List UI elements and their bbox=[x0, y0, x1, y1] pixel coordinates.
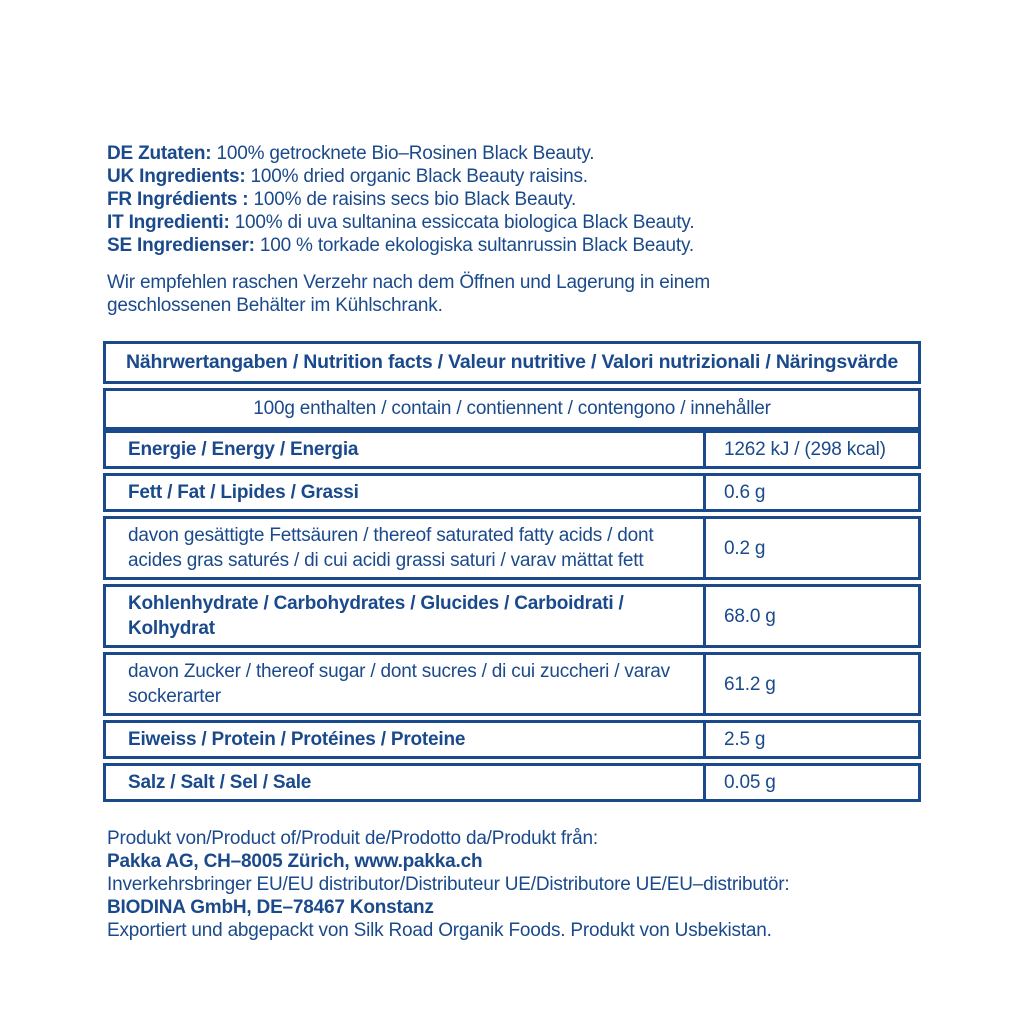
nutrition-row-label: Salz / Salt / Sel / Sale bbox=[128, 772, 312, 793]
footer-line: BIODINA GmbH, DE–78467 Konstanz bbox=[107, 897, 434, 918]
nutrition-row-value: 2.5 g bbox=[703, 723, 918, 756]
nutrition-row-value: 1262 kJ / (298 kcal) bbox=[703, 433, 918, 466]
nutrition-row bbox=[103, 652, 921, 716]
nutrition-row-label: Fett / Fat / Lipides / Grassi bbox=[128, 482, 359, 503]
nutrition-row-value: 61.2 g bbox=[703, 655, 918, 713]
ingredients-block bbox=[103, 142, 921, 257]
ingredient-language-prefix: IT Ingredienti: bbox=[107, 212, 230, 233]
ingredient-language-prefix: SE Ingredienser: bbox=[107, 235, 255, 256]
nutrition-row bbox=[103, 516, 921, 580]
footer-line: Pakka AG, CH–8005 Zürich, www.pakka.ch bbox=[107, 851, 483, 872]
nutrition-row-label: davon gesättigte Fettsäuren / thereof saturated fatty acids / dont acides gras saturés / di cui acidi grassi saturi / varav mättat fett bbox=[128, 525, 654, 571]
label-content bbox=[103, 142, 921, 942]
nutrition-row-value: 0.6 g bbox=[703, 476, 918, 509]
nutrition-table-title-text: Nährwertangaben / Nutrition facts / Valeur nutritive / Valori nutrizionali / Näringsvärde bbox=[125, 351, 899, 373]
nutrition-row bbox=[103, 763, 921, 802]
nutrition-row bbox=[103, 430, 921, 469]
nutrition-table-subtitle bbox=[103, 388, 921, 430]
origin-distributor-block bbox=[103, 827, 921, 942]
ingredient-text: 100% di uva sultanina essiccata biologica Black Beauty. bbox=[229, 212, 695, 233]
storage-note: Wir empfehlen raschen Verzehr nach dem Öffnen und Lagerung in einem geschlossenen Behälter im Kühlschrank. bbox=[107, 272, 711, 316]
nutrition-row-label: Kohlenhydrate / Carbohydrates / Glucides / Carboidrati / Kolhydrat bbox=[128, 593, 624, 639]
nutrition-row-label: davon Zucker / thereof sugar / dont sucres / di cui zuccheri / varav sockerarter bbox=[128, 661, 670, 707]
ingredient-line bbox=[107, 142, 921, 165]
nutrition-rows bbox=[103, 430, 921, 802]
footer-line: Inverkehrsbringer EU/EU distributor/Distributeur UE/Distributore UE/EU–distributör: bbox=[107, 874, 790, 895]
nutrition-row-value: 0.2 g bbox=[703, 519, 918, 577]
ingredient-text: 100 % torkade ekologiska sultanrussin Black Beauty. bbox=[254, 235, 694, 256]
footer-line: Exportiert und abgepackt von Silk Road Organik Foods. Produkt von Usbekistan. bbox=[107, 920, 772, 941]
nutrition-row-label: Eiweiss / Protein / Protéines / Proteine bbox=[128, 729, 466, 750]
ingredient-text: 100% getrocknete Bio–Rosinen Black Beauty. bbox=[211, 143, 595, 164]
ingredient-language-prefix: FR Ingrédients : bbox=[107, 189, 249, 210]
ingredient-text: 100% dried organic Black Beauty raisins. bbox=[245, 166, 588, 187]
ingredient-line bbox=[107, 165, 921, 188]
footer-line: Produkt von/Product of/Produit de/Prodotto da/Produkt från: bbox=[107, 828, 598, 849]
ingredient-language-prefix: UK Ingredients: bbox=[107, 166, 246, 187]
ingredient-line bbox=[107, 234, 921, 257]
nutrition-table-title bbox=[103, 341, 921, 384]
nutrition-row bbox=[103, 473, 921, 512]
ingredient-line bbox=[107, 211, 921, 234]
nutrition-row bbox=[103, 720, 921, 759]
nutrition-row bbox=[103, 584, 921, 648]
nutrition-table-subtitle-text: 100g enthalten / contain / contiennent / contengono / innehåller bbox=[253, 398, 771, 419]
nutrition-row-label: Energie / Energy / Energia bbox=[128, 439, 359, 460]
ingredient-language-prefix: DE Zutaten: bbox=[107, 143, 212, 164]
nutrition-table bbox=[103, 341, 921, 802]
nutrition-row-value: 0.05 g bbox=[703, 766, 918, 799]
ingredient-line bbox=[107, 188, 921, 211]
nutrition-row-value: 68.0 g bbox=[703, 587, 918, 645]
ingredient-text: 100% de raisins secs bio Black Beauty. bbox=[248, 189, 577, 210]
